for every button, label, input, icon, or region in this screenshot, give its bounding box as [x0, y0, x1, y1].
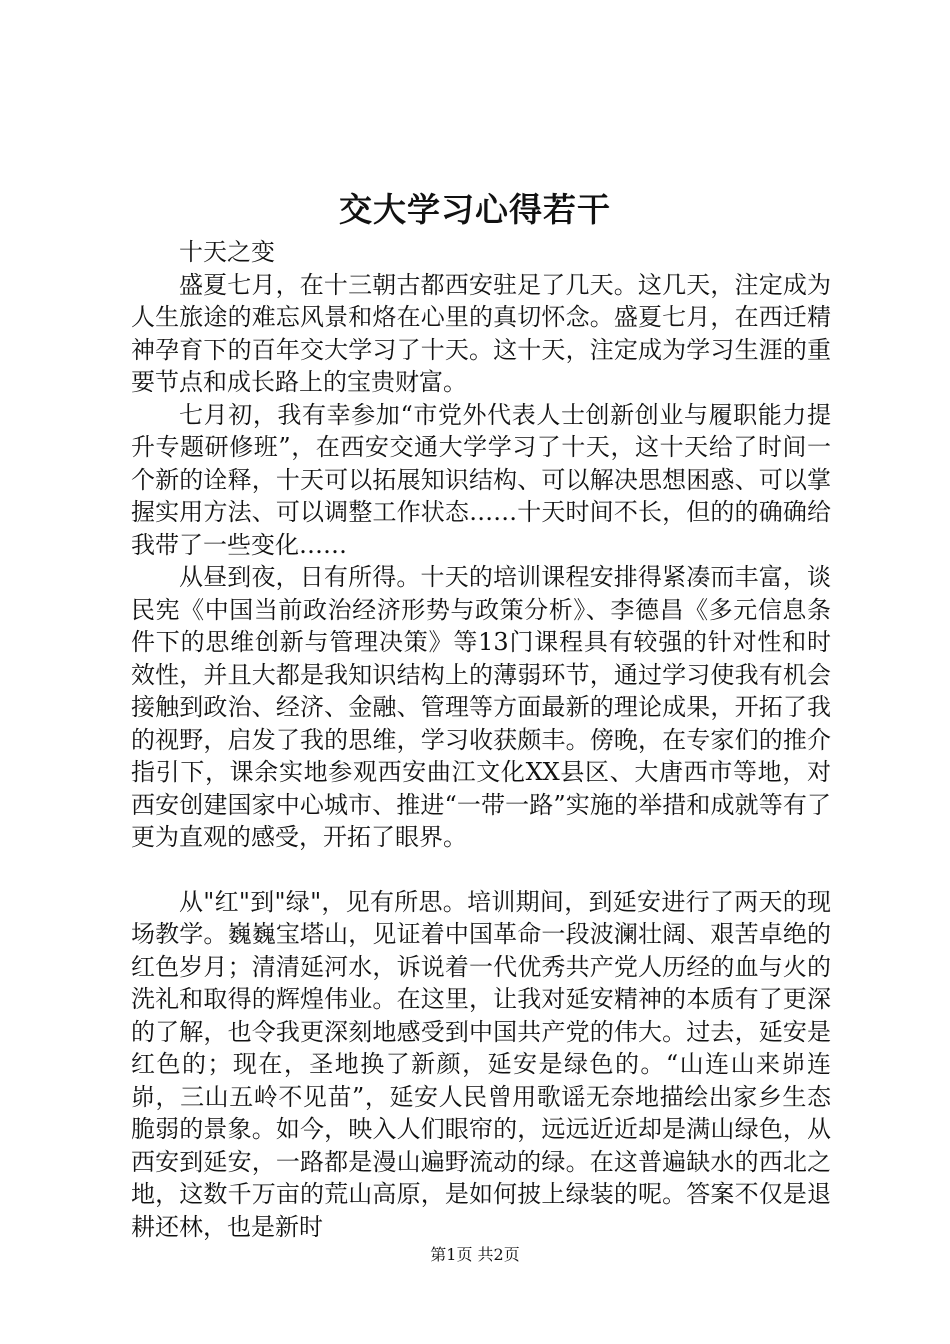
- paragraph-1: 盛夏七月，在十三朝古都西安驻足了几天。这几天，注定成为人生旅途的难忘风景和烙在心里的真切怀念。盛夏七月，在西迁精神孕育下的百年交大学习了十天。这十天，注定成为学习生涯的重要节点和成长路上的宝贵财富。: [131, 270, 831, 396]
- page-footer: 第1页 共2页: [430, 1245, 520, 1264]
- document-body: [131, 236, 831, 1243]
- paragraph-2: 七月初，我有幸参加“市党外代表人士创新创业与履职能力提升专题研修班”，在西安交通大学学习了十天，这十天给了时间一个新的诠释，十天可以拓展知识结构、可以解决思想困惑、可以掌握实用方法、可以调整工作状态……十天时间不长，但的的确确给我带了一些变化……: [131, 400, 831, 559]
- paragraph-3: 从昼到夜，日有所得。十天的培训课程安排得紧凑而丰富，谈民宪《中国当前政治经济形势与政策分析》、李德昌《多元信息条件下的思维创新与管理决策》等13门课程具有较强的针对性和时效性，并且大都是我知识结构上的薄弱环节，通过学习使我有机会接触到政治、经济、金融、管理等方面最新的理论成果，开拓了我的视野，启发了我的思维，学习收获颇丰。傍晚，在专家们的推介指引下，课余实地参观西安曲江文化XX县区、大唐西市等地，对西安创建国家中心城市、推进“一带一路”实施的举措和成就等有了更为直观的感受，开拓了眼界。: [131, 563, 831, 851]
- section-heading: 十天之变: [179, 238, 275, 266]
- document-title: 交大学习心得若干: [339, 190, 611, 229]
- paragraph-4: 从"红"到"绿"，见有所思。培训期间，到延安进行了两天的现场教学。巍巍宝塔山，见证着中国革命一段波澜壮阔、艰苦卓绝的红色岁月；清清延河水，诉说着一代优秀共产党人历经的血与火的洗礼和取得的辉煌伟业。在这里，让我对延安精神的本质有了更深的了解，也令我更深刻地感受到中国共产党的伟大。过去，延安是红色的；现在，圣地换了新颜，延安是绿色的。“山连山来峁连峁，三山五岭不见苗”，延安人民曾用歌谣无奈地描绘出家乡生态脆弱的景象。如今，映入人们眼帘的，远远近近却是满山绿色，从西安到延安，一路都是漫山遍野流动的绿。在这普遍缺水的西北之地，这数千万亩的荒山高原，是如何披上绿装的呢。答案不仅是退耕还林，也是新时: [131, 887, 831, 1241]
